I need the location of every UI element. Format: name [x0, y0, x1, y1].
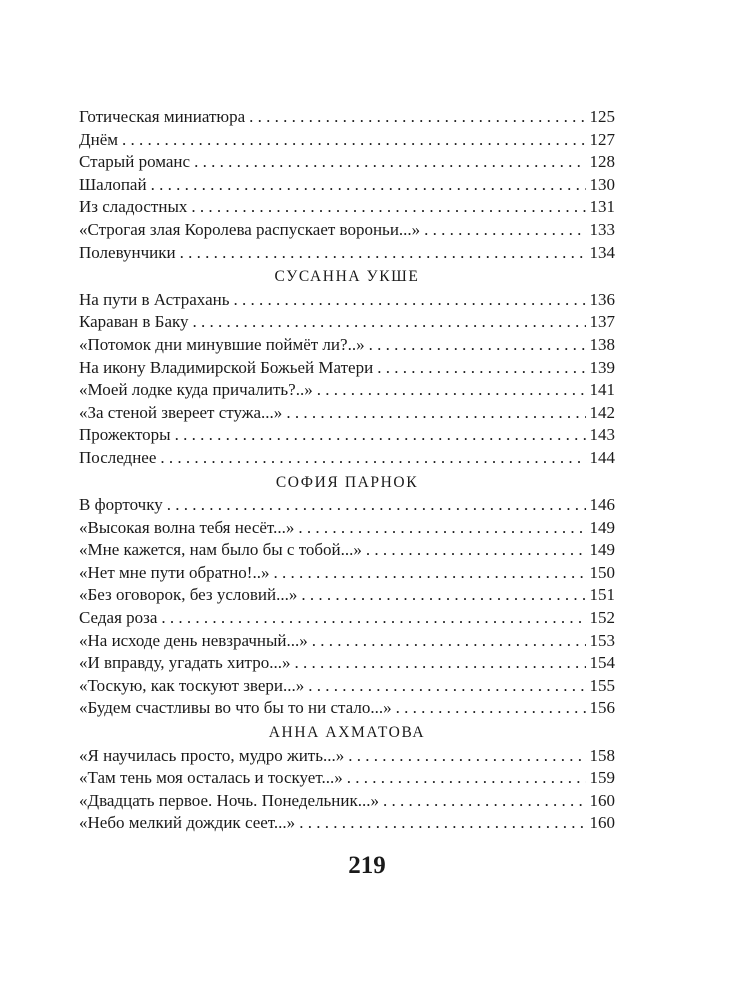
toc-entry-page: 137: [589, 312, 615, 332]
toc-entry-title: «Небо мелкий дождик сеет...»: [79, 813, 296, 833]
toc-entry: [79, 517, 615, 540]
dot-leader: [396, 697, 586, 720]
page-number: 219: [348, 852, 386, 879]
toc-entry: [79, 675, 615, 698]
dot-leader: [312, 630, 586, 653]
toc-entry: [79, 151, 615, 174]
toc-entry-title: «Будем счастливы во что бы то ни стало...»: [79, 698, 392, 718]
toc-entry: [79, 697, 615, 720]
dot-leader: [286, 402, 585, 425]
toc-entry: [79, 242, 615, 265]
toc-entry: [79, 196, 615, 219]
toc-entry-title: «Мне кажется, нам было бы с тобой...»: [79, 540, 362, 560]
toc-entry-page: 149: [589, 540, 615, 560]
toc-entry-title: Караван в Баку: [79, 312, 189, 332]
toc-entry: [79, 379, 615, 402]
toc-entry: [79, 219, 615, 242]
toc-entry-title: «Моей лодке куда причалить?..»: [79, 380, 313, 400]
toc-entry: [79, 402, 615, 425]
toc-entry-title: Последнее: [79, 447, 157, 467]
toc-entry-page: 152: [589, 608, 615, 628]
toc-entry-title: Старый романс: [79, 152, 191, 172]
toc-entry: [79, 129, 615, 152]
toc-entry-title: В форточку: [79, 495, 163, 515]
dot-leader: [180, 242, 586, 265]
toc-entry-title: Седая роза: [79, 608, 158, 628]
toc-entry-page: 146: [589, 495, 615, 515]
toc-entry-page: 133: [589, 219, 615, 239]
toc-entry: [79, 790, 615, 813]
dot-leader: [424, 219, 585, 242]
toc-entry: [79, 607, 615, 630]
toc-entry-page: 153: [589, 630, 615, 650]
toc-entry-page: 127: [589, 129, 615, 149]
dot-leader: [273, 562, 585, 585]
toc-entry-page: 144: [589, 447, 615, 467]
toc-entry-page: 134: [589, 242, 615, 262]
dot-leader: [191, 196, 585, 219]
toc-entry: [79, 106, 615, 129]
toc-entry-page: 131: [589, 197, 615, 217]
toc-entry: [79, 812, 615, 835]
dot-leader: [317, 379, 586, 402]
dot-leader: [160, 447, 585, 470]
dot-leader: [161, 607, 585, 630]
dot-leader: [151, 174, 586, 197]
toc-entry-page: 125: [589, 107, 615, 126]
dot-leader: [122, 129, 586, 152]
toc-entry-title: Готическая миниатюра: [79, 107, 246, 126]
toc-entry-page: 160: [589, 790, 615, 810]
toc-entry-title: Днём: [79, 129, 118, 149]
toc-entry-title: Полевунчики: [79, 242, 176, 262]
toc-entry-title: «Тоскую, как тоскуют звери...»: [79, 675, 305, 695]
dot-leader: [347, 767, 586, 790]
dot-leader: [308, 675, 585, 698]
toc-entry-title: «На исходе день невзрачный...»: [79, 630, 308, 650]
toc-entry-page: 149: [589, 517, 615, 537]
toc-entry: [79, 357, 615, 380]
toc-entry-page: 128: [589, 152, 615, 172]
toc-entry-page: 156: [589, 698, 615, 718]
toc-entry-page: 155: [589, 675, 615, 695]
toc-entry-page: 160: [589, 813, 615, 833]
toc-entry-page: 138: [589, 334, 615, 354]
toc-entry: [79, 562, 615, 585]
toc-entry-page: 151: [589, 585, 615, 605]
toc-entry-title: Из сладостных: [79, 197, 188, 217]
toc-entry: [79, 447, 615, 470]
table-of-contents: [79, 106, 615, 835]
toc-entry: [79, 767, 615, 790]
toc-entry-title: На икону Владимирской Божьей Матери: [79, 357, 374, 377]
toc-entry-title: Шалопай: [79, 174, 147, 194]
toc-entry-title: «Нет мне пути обратно!..»: [79, 562, 270, 582]
dot-leader: [377, 357, 585, 380]
dot-leader: [301, 584, 585, 607]
author-heading: СУСАННА УКШЕ: [274, 268, 420, 286]
toc-entry: [79, 174, 615, 197]
toc-entry-page: 130: [589, 174, 615, 194]
toc-entry: [79, 311, 615, 334]
toc-entry-title: «За стеной звереет стужа...»: [79, 402, 283, 422]
toc-entry: [79, 494, 615, 517]
dot-leader: [383, 790, 585, 813]
toc-entry: [79, 745, 615, 768]
toc-entry-title: «И вправду, угадать хитро...»: [79, 653, 291, 673]
toc-entry-title: Прожекторы: [79, 425, 171, 445]
toc-entry: [79, 424, 615, 447]
dot-leader: [233, 289, 585, 312]
dot-leader: [194, 151, 585, 174]
toc-entry-title: «Я научилась просто, мудро жить...»: [79, 745, 345, 765]
dot-leader: [294, 652, 585, 675]
toc-entry-title: На пути в Астрахань: [79, 289, 230, 309]
author-heading: АННА АХМАТОВА: [268, 724, 426, 742]
toc-entry: [79, 289, 615, 312]
dot-leader: [369, 334, 586, 357]
toc-entry: [79, 539, 615, 562]
dot-leader: [193, 311, 586, 334]
dot-leader: [299, 812, 585, 835]
toc-entry: [79, 630, 615, 653]
toc-entry-page: 141: [589, 380, 615, 400]
dot-leader: [366, 539, 586, 562]
toc-entry-page: 143: [589, 425, 615, 445]
toc-entry-page: 158: [589, 745, 615, 765]
dot-leader: [175, 424, 586, 447]
toc-entry: [79, 584, 615, 607]
toc-entry-title: «Без оговорок, без условий...»: [79, 585, 298, 605]
dot-leader: [167, 494, 586, 517]
dot-leader: [348, 745, 585, 768]
toc-entry-title: «Там тень моя осталась и тоскует...»: [79, 768, 343, 788]
toc-entry-page: 159: [589, 768, 615, 788]
dot-leader: [249, 106, 585, 129]
toc-entry: [79, 334, 615, 357]
toc-entry: [79, 652, 615, 675]
toc-entry-page: 150: [589, 562, 615, 582]
dot-leader: [298, 517, 585, 540]
author-heading: СОФИЯ ПАРНОК: [275, 473, 419, 491]
toc-entry-title: «Потомок дни минувшие поймёт ли?..»: [79, 334, 365, 354]
toc-entry-page: 136: [589, 289, 615, 309]
toc-entry-page: 154: [589, 653, 615, 673]
toc-entry-title: «Строгая злая Королева распускает вороньи...»: [79, 219, 421, 239]
toc-entry-title: «Двадцать первое. Ночь. Понедельник...»: [79, 790, 380, 810]
toc-entry-page: 142: [589, 402, 615, 422]
toc-entry-page: 139: [589, 357, 615, 377]
toc-entry-title: «Высокая волна тебя несёт...»: [79, 517, 295, 537]
